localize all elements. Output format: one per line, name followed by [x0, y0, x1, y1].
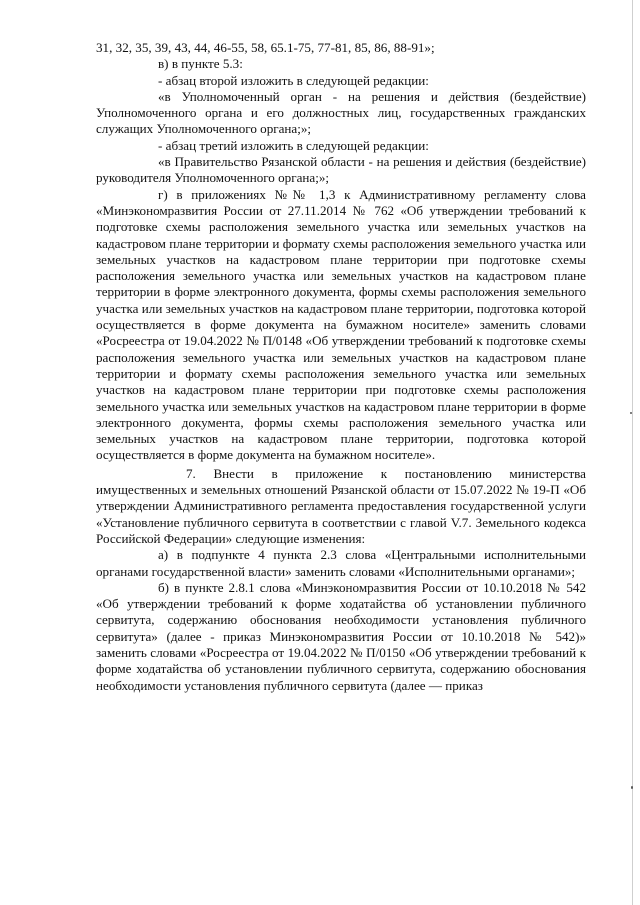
paragraph-quote-government: «в Правительство Рязанской области - на решения и действия (бездействие) руководителя Уполномоченного органа;»; — [96, 154, 586, 186]
scan-speck — [631, 786, 633, 789]
paragraph-section-7: 7. Внести в приложение к постановлению министерства имущественных и земельных отношений Рязанской области от 15.07.2022 № 19-П «Об утверждении Административного регламента предоставления государственной услуги «Установление публичного сервитута в соответствии с главой V.7. Земельного кодекса Российской Федерации» следующие изменения: — [96, 465, 586, 546]
paragraph-item-a: а) в подпункте 4 пункта 2.3 слова «Центральными исполнительными органами государственной власти» заменить словами «Исполнительными органами»; — [96, 547, 586, 579]
paragraph-item-v: в) в пункте 5.3: — [158, 56, 243, 72]
paragraph-list-continuation: 31, 32, 35, 39, 43, 44, 46-55, 58, 65.1-75, 77-81, 85, 86, 88-91»; — [96, 40, 435, 55]
paragraph-third-abzac: - абзац третий изложить в следующей редакции: — [158, 137, 429, 153]
document-text — [96, 40, 586, 694]
paragraph-item-b: б) в пункте 2.8.1 слова «Минэкономразвития России от 10.10.2018 № 542 «Об утверждении требований к форме ходатайства об установлении публичного сервитута, содержанию обоснования необходимости установления публичного сервитута» (далее - приказ Минэкономразвития России от 10.10.2018 № 542)» заменить словами «Росреестра от 19.04.2022 № П/0150 «Об утверждении требований к форме ходатайства об установлении публичного сервитута, содержанию обоснования необходимости установления публичного сервитута (далее — приказ — [96, 579, 586, 693]
paragraph-item-g: г) в приложениях №№ 1,3 к Административному регламенту слова «Минэкономразвития России от 27.11.2014 № 762 «Об утверждении требований к подготовке схемы расположения земельного участка или земельных участков на кадастровом плане территории и формату схемы расположения земельного участка или земельных участков на кадастровом плане территории при подготовке схемы расположения земельного участка или земельных участков на кадастровом плане территории в форме электронного документа, формы схемы расположения земельного участка или земельных участков на кадастровом плане территории, подготовка которой осуществляется в форме документа на бумажном носителе» заменить словами «Росреестра от 19.04.2022 № П/0148 «Об утверждении требований к подготовке схемы расположения земельного участка или земельных участков на кадастровом плане территории и формату схемы расположения земельного участка или земельных участков на кадастровом плане территории при подготовке схемы расположения земельного участка или земельных участков на кадастровом плане территории в форме электронного документа, формы схемы расположения земельного участка или земельных участков на кадастровом плане территории, подготовка которой осуществляется в форме документа на бумажном носителе». — [96, 186, 586, 463]
paragraph-second-abzac: - абзац второй изложить в следующей редакции: — [158, 72, 429, 88]
paragraph-quote-authorized-body: «в Уполномоченный орган - на решения и действия (бездействие) Уполномоченного органа и его должностных лиц, государственных гражданских служащих Уполномоченного органа;»; — [96, 88, 586, 137]
scan-edge-line — [632, 0, 633, 905]
scan-speck — [630, 412, 632, 414]
